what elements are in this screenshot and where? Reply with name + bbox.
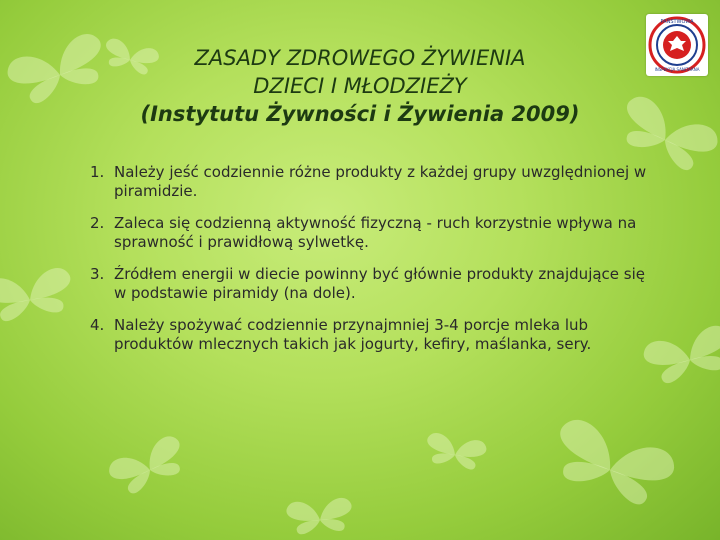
title-source-line: (Instytutu Żywności i Żywienia 2009) <box>140 102 580 126</box>
list-item <box>90 163 650 201</box>
butterfly-shape <box>424 432 488 472</box>
title-line: DZIECI I MŁODZIEŻY <box>253 74 467 98</box>
butterfly-shape <box>546 415 679 513</box>
list-item <box>90 316 650 354</box>
item-text: Należy spożywać codziennie przynajmniej 3-4 porcje mleka lub produktów mlecznych takich jak jogurty, kefiry, maślanka, sery. <box>114 316 592 353</box>
item-number: 4. <box>90 316 105 334</box>
butterfly-shape <box>105 433 190 500</box>
butterfly-shape <box>641 323 720 388</box>
item-number: 1. <box>90 163 105 181</box>
butterfly-shape <box>0 266 76 324</box>
svg-text:PAŃSTWOWA: PAŃSTWOWA <box>660 19 694 25</box>
list-item <box>90 265 650 303</box>
nutrition-rules-list <box>90 163 650 367</box>
slide-title <box>60 44 660 128</box>
title-line: ZASADY ZDROWEGO ŻYWIENIA <box>194 46 526 70</box>
item-text: Źródłem energii w diecie powinny być głównie produkty znajdujące się w podstawie piramidy (na dole). <box>114 265 646 302</box>
item-number: 2. <box>90 214 105 232</box>
item-text: Należy jeść codziennie różne produkty z każdej grupy uwzględnionej w piramidzie. <box>114 163 647 200</box>
item-number: 3. <box>90 265 105 283</box>
svg-text:INSPEKCJA SANITARNA: INSPEKCJA SANITARNA <box>654 67 700 72</box>
item-text: Zaleca się codzienną aktywność fizyczną - ruch korzystnie wpływa na sprawność i prawidłową sylwetkę. <box>114 214 637 251</box>
list-item <box>90 214 650 252</box>
butterfly-shape <box>286 497 354 535</box>
